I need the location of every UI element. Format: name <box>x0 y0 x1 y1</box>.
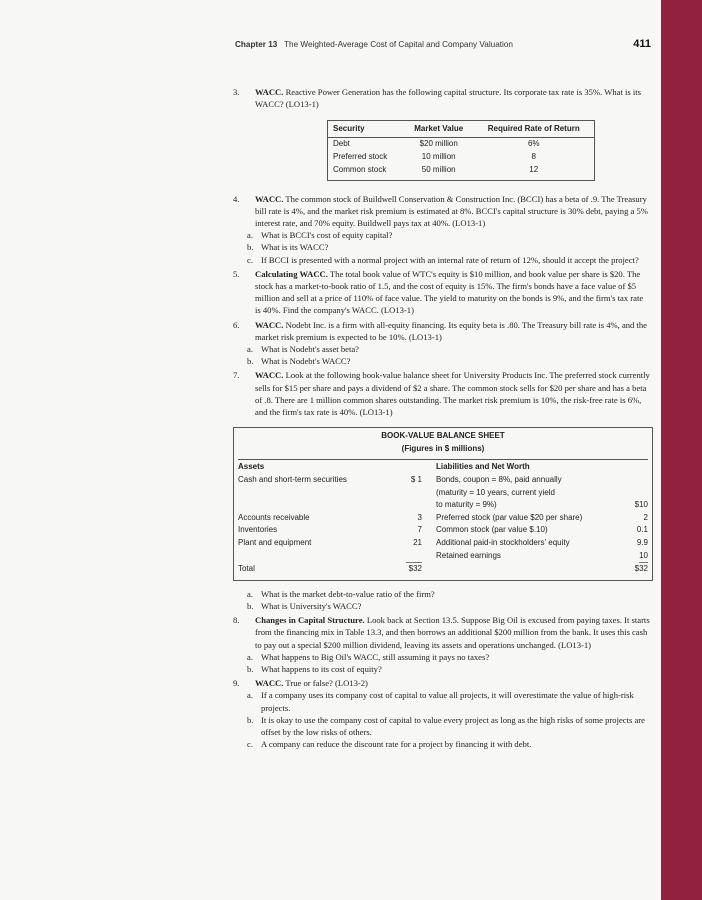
problem-number: 4. <box>233 193 240 204</box>
subquestion-letter: b. <box>247 356 254 367</box>
subquestion-letter: c. <box>247 254 253 265</box>
problem-title: WACC. <box>255 678 284 689</box>
problem-number: 7. <box>233 370 240 381</box>
table-row <box>238 524 648 537</box>
liability-value <box>626 474 648 487</box>
problem-set <box>233 86 651 750</box>
asset-value: 3 <box>417 512 422 522</box>
chapter-label: Chapter 13 <box>235 40 278 49</box>
subquestion <box>247 343 651 355</box>
liability-value: 0.1 <box>636 525 648 535</box>
table-row <box>238 499 648 512</box>
liability-value <box>626 487 648 500</box>
table-row <box>238 487 648 500</box>
liability-label: Preferred stock (par value $20 per share) <box>436 512 583 522</box>
liability-value: $10 <box>634 500 648 510</box>
subquestion-text: What is BCCI's cost of equity capital? <box>261 230 393 241</box>
subquestion-letter: b. <box>247 664 254 674</box>
subquestion <box>247 714 651 738</box>
asset-label: Cash and short-term securities <box>238 475 347 485</box>
table-cell: 6% <box>527 139 540 149</box>
balance-sheet <box>233 427 653 581</box>
table-cell: Common stock <box>333 164 387 174</box>
table-row <box>238 537 648 550</box>
liability-value: 9.9 <box>636 538 648 547</box>
subquestion-text: What happens to its cost of equity? <box>261 664 382 674</box>
problem-text: Nodebt Inc. is a firm with all-equity financing. Its equity beta is .80. The Treasury bill rate is 4%, and the market risk premium is expected to be 10%. (LO13-1) <box>255 319 647 342</box>
subquestion-text: What happens to Big Oil's WACC, still assuming it pays no taxes? <box>261 651 490 662</box>
problem-text: Reactive Power Generation has the following capital structure. Its corporate tax rate is 35%. What is its WACC? (LO13-1) <box>255 87 641 110</box>
subquestion <box>247 229 651 241</box>
liabilities-header: Liabilities and Net Worth <box>436 460 626 474</box>
subquestion <box>247 651 651 663</box>
problem-number: 5. <box>233 268 240 279</box>
subquestion-text: What is Nodebt's WACC? <box>261 356 351 367</box>
subquestion-letter: a. <box>247 230 253 241</box>
problem-5 <box>233 268 651 317</box>
total-assets: $32 <box>408 564 422 574</box>
problem-title: WACC. <box>255 193 284 204</box>
problem-text: Look back at Section 13.5. Suppose Big Oil is excused from paying taxes. It starts from the financing mix in Table 13.3, and then borrows an additional $200 million from the bank. It uses this cash to pay out a special $200 million dividend, leaving its assets and operations unchanged. (LO13-1) <box>255 615 650 650</box>
subquestion-letter: c. <box>247 739 253 750</box>
subquestion-text: If a company uses its company cost of capital to value all projects, it will overestimate the value of high-risk projects. <box>261 690 634 713</box>
problem-number: 6. <box>233 319 240 330</box>
table-row <box>238 474 648 487</box>
table-cell: $20 million <box>419 139 458 149</box>
subquestion-letter: a. <box>247 588 253 599</box>
subquestion-letter: b. <box>247 714 254 725</box>
liability-value: 2 <box>643 512 648 522</box>
table-cell: 8 <box>531 152 536 161</box>
problem-8 <box>233 614 651 651</box>
assets-header: Assets <box>238 460 386 474</box>
subquestion-letter: a. <box>247 344 253 355</box>
subquestion-text: If BCCI is presented with a normal project with an internal rate of return of 12%, should it accept the project? <box>261 254 639 265</box>
problem-text: True or false? (LO13-2) <box>285 678 368 689</box>
table-row <box>328 138 595 151</box>
problem-number: 9. <box>233 678 240 689</box>
asset-label: Inventories <box>238 525 278 535</box>
subquestion <box>247 355 651 367</box>
liability-label: (maturity = 10 years, current yield <box>436 487 555 497</box>
liability-label: Additional paid-in stockholders' equity <box>436 538 570 547</box>
problem-text: The total book value of WTC's equity is $10 million, and book value per share is $20. The stock has a market-to-book ratio of 1.5, and the cost of equity is 15%. The firm's bonds have a face value of $5 million and sell at a price of 110% of face value. The yield to maturity on the bonds is 9%, and the firm's tax rate is 40%. Find the company's WACC. (LO13-1) <box>255 268 644 316</box>
subquestion-text: What is Nodebt's asset beta? <box>261 344 359 355</box>
table-cell: Preferred stock <box>333 152 388 161</box>
balance-sheet-subtitle: (Figures in $ millions) <box>401 443 485 453</box>
problem-title: WACC. <box>255 370 284 381</box>
liability-value: 10 <box>639 550 648 564</box>
subquestion <box>247 241 651 253</box>
page-number: 411 <box>633 38 651 50</box>
liability-label: Common stock (par value $.10) <box>436 525 548 535</box>
problem-9 <box>233 677 651 689</box>
problem-3 <box>233 86 651 181</box>
subquestion-letter: a. <box>247 690 253 701</box>
subquestion-letter: a. <box>247 651 253 662</box>
subquestion-text: What is its WACC? <box>261 242 329 253</box>
problem-number: 8. <box>233 615 240 626</box>
asset-value <box>386 499 422 512</box>
chapter-color-bar <box>661 0 702 900</box>
subquestion-letter: b. <box>247 242 254 253</box>
total-liabilities: $32 <box>634 564 648 574</box>
table-row <box>328 164 595 180</box>
subquestion-text: What is University's WACC? <box>261 600 362 611</box>
asset-label <box>238 550 386 564</box>
table-cell: 50 million <box>421 164 456 174</box>
table-row <box>328 151 595 164</box>
table-row <box>238 512 648 525</box>
asset-label <box>238 487 386 500</box>
asset-value: 21 <box>413 538 422 547</box>
asset-value <box>386 487 422 500</box>
problem-text: The common stock of Buildwell Conservation & Construction Inc. (BCCI) has a beta of .9. The Treasury bill rate is 4%, and the market risk premium is estimated at 8%. BCCI's capital structure is 30% debt, paying a 5% interest rate, and 70% equity. Buildwell pays tax at 40%. (LO13-1) <box>255 193 648 228</box>
running-header <box>235 40 651 54</box>
total-label: Total <box>238 564 255 574</box>
asset-value: $ 1 <box>410 475 422 485</box>
liability-label: Retained earnings <box>436 550 501 560</box>
subquestion-letter: b. <box>247 600 254 611</box>
asset-label: Accounts receivable <box>238 512 310 522</box>
balance-sheet-title: BOOK-VALUE BALANCE SHEET <box>381 431 505 441</box>
problem-7 <box>233 369 651 418</box>
asset-label: Plant and equipment <box>238 538 312 547</box>
chapter-title: The Weighted-Average Cost of Capital and Company Valuation <box>284 40 513 49</box>
subquestion-text: It is okay to use the company cost of capital to value every project as long as the high risks of some projects are offset by the low risks of others. <box>261 714 645 738</box>
capital-structure-table <box>327 120 595 180</box>
table-header: Security <box>328 121 404 138</box>
subquestion <box>247 254 651 266</box>
table-cell: Debt <box>333 139 350 149</box>
table-row <box>238 550 648 564</box>
problem-text: Look at the following book-value balance sheet for University Products Inc. The preferred stock currently sells for $15 per share and pays a dividend of $2 a share. The common stock sells for $20 per share and has a beta of .8. There are 1 million common shares outstanding. The market risk premium is 10%, the risk-free rate is 6%, and the firm's tax rate is 40%. (LO13-1) <box>255 370 650 418</box>
problem-title: Changes in Capital Structure. <box>255 615 365 626</box>
table-header: Required Rate of Return <box>473 121 594 138</box>
subquestion-text: A company can reduce the discount rate for a project by financing it with debt. <box>261 739 532 750</box>
subquestion <box>247 600 651 612</box>
subquestion <box>247 588 651 600</box>
problem-6 <box>233 319 651 343</box>
table-cell: 10 million <box>421 152 456 161</box>
problem-title: WACC. <box>255 87 284 97</box>
problem-4 <box>233 193 651 230</box>
total-row <box>238 563 648 576</box>
problem-number: 3. <box>233 87 240 97</box>
subquestion <box>247 738 651 750</box>
asset-value: 7 <box>417 525 422 535</box>
problem-title: WACC. <box>255 319 284 330</box>
liability-label: Bonds, coupon = 8%, paid annually <box>436 475 562 485</box>
subquestion-text: What is the market debt-to-value ratio of the firm? <box>261 588 435 599</box>
subquestion <box>247 689 651 713</box>
subquestion <box>247 663 651 675</box>
problem-title: Calculating WACC. <box>255 268 328 279</box>
asset-label <box>238 499 386 512</box>
table-cell: 12 <box>529 164 539 174</box>
liability-label: to maturity = 9%) <box>436 500 497 510</box>
table-header: Market Value <box>404 121 474 138</box>
